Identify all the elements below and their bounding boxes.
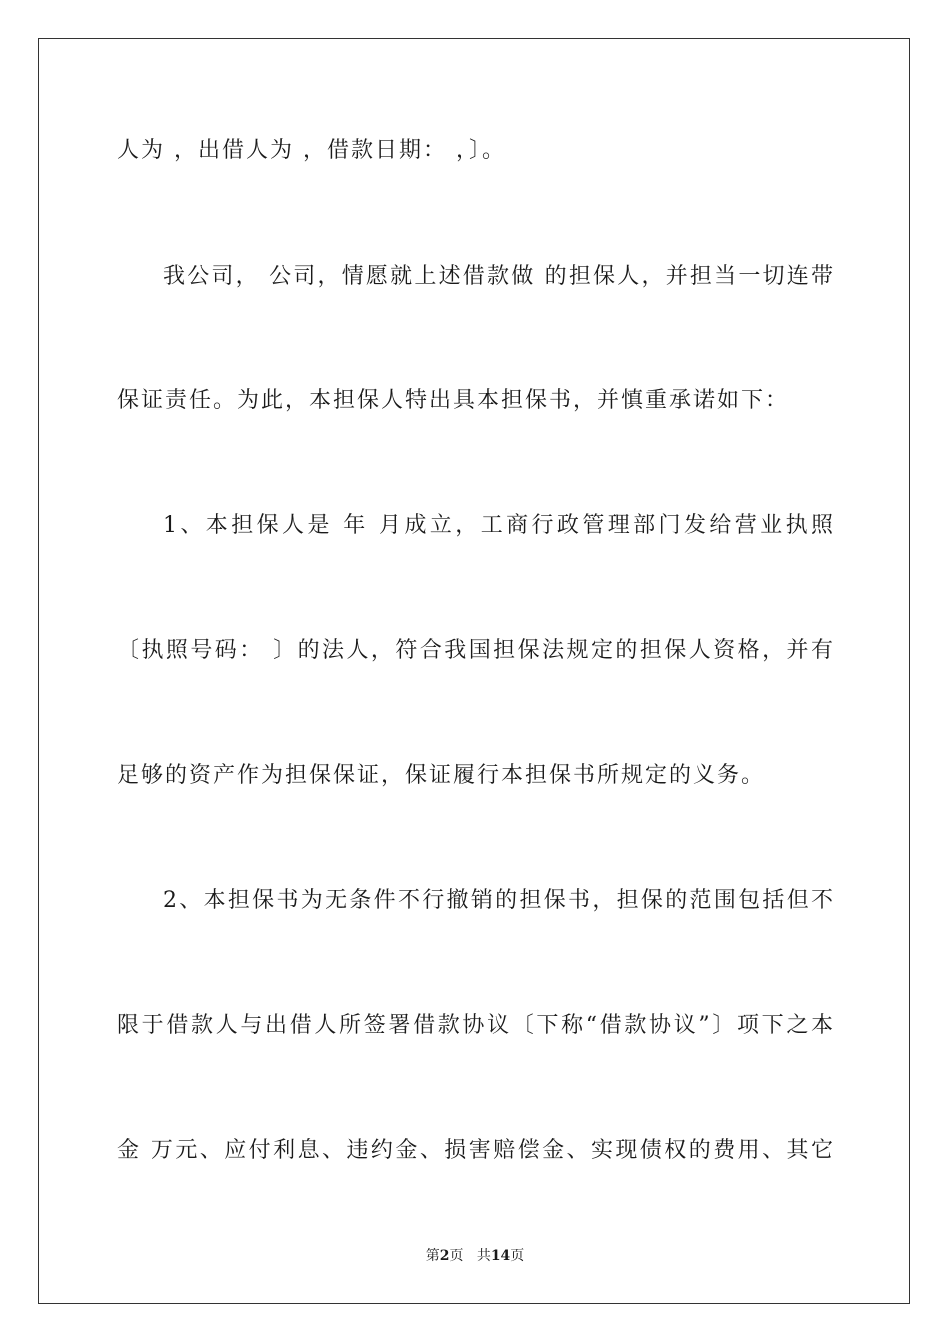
- text-line-1: 人为 ，出借人为 ，借款日期： ，〕。: [117, 138, 506, 163]
- page-border: [38, 38, 910, 1304]
- text-line-7: 2、本担保书为无条件不行撤销的担保书，担保的范围包括但不: [163, 888, 833, 913]
- text-line-2: 我公司， 公司，情愿就上述借款做 的担保人，并担当一切连带: [163, 264, 833, 289]
- text-line-5: 〔执照号码： 〕的法人，符合我国担保法规定的担保人资格，并有: [117, 638, 833, 663]
- text-line-4: 1、本担保人是 年 月成立，工商行政管理部门发给营业执照: [163, 513, 833, 538]
- footer-page-number: 2: [439, 1248, 450, 1264]
- footer-total-prefix: 共: [476, 1248, 491, 1264]
- footer-page-prefix: 第: [425, 1248, 440, 1264]
- text-line-3: 保证责任。为此，本担保人特出具本担保书，并慎重承诺如下：: [117, 388, 790, 413]
- page-footer: [0, 1246, 950, 1266]
- text-line-9: 金 万元、应付利息、违约金、损害赔偿金、实现债权的费用、其它: [117, 1138, 833, 1163]
- footer-total-pages: 14: [490, 1248, 511, 1264]
- footer-total-suffix: 页: [510, 1248, 525, 1264]
- text-line-8: 限于借款人与出借人所签署借款协议〔下称“借款协议”〕项下之本: [117, 1013, 833, 1038]
- footer-page-suffix: 页: [449, 1248, 464, 1264]
- text-line-6: 足够的资产作为担保保证，保证履行本担保书所规定的义务。: [117, 763, 766, 788]
